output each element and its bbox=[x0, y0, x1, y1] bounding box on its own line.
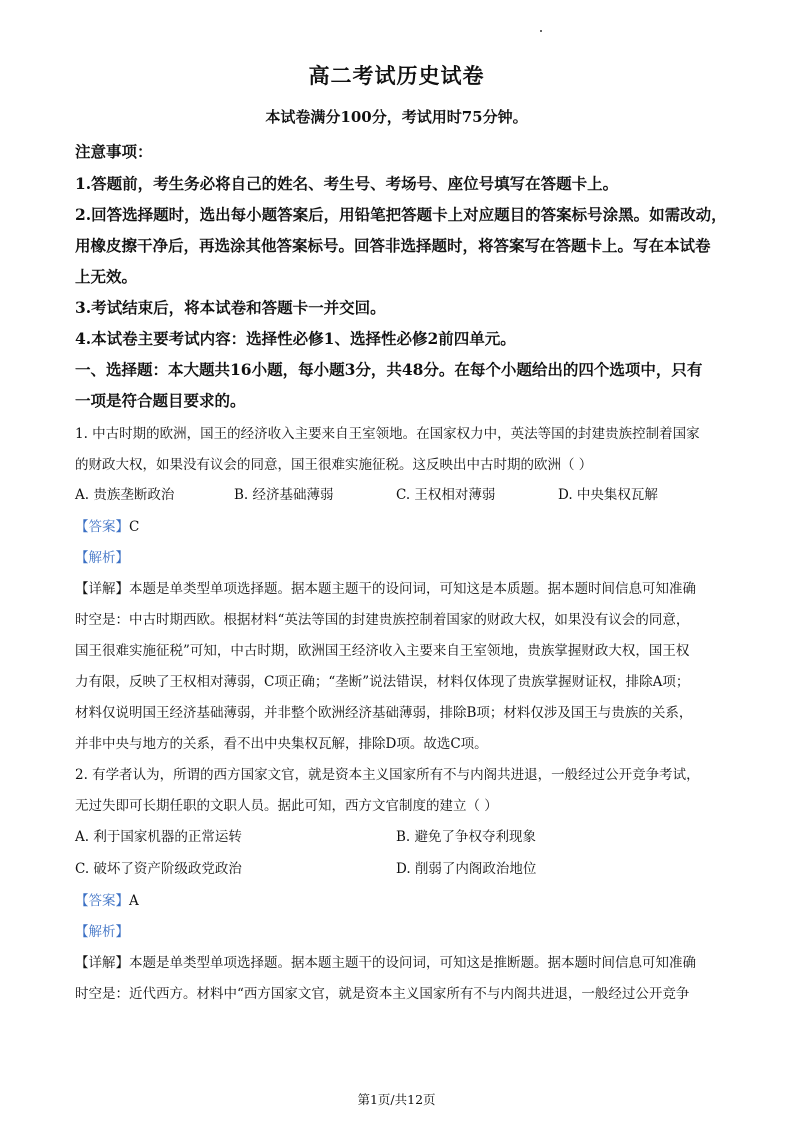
note-item-1: 1.答题前，考生务必将自己的姓名、考生号、考场号、座位号填写在答题卡上。 bbox=[75, 174, 619, 193]
q1-analysis-tag: 【解析】 bbox=[75, 550, 129, 566]
q2-stem-line-1: 2. 有学者认为，所谓的西方国家文官，就是资本主义国家所有不与内阁共进退，一般经过公开竞争考试， bbox=[75, 767, 700, 783]
q2-answer bbox=[75, 889, 745, 909]
q1-detail-line-2: 时空是：中古时期西欧。根据材料“英法等国的封建贵族控制着国家的财政大权，如果没有议会的同意， bbox=[75, 612, 690, 628]
notes-heading: 注意事项： bbox=[75, 142, 153, 161]
page-title: 高二考试历史试卷 bbox=[308, 64, 485, 88]
q1-detail-line-3: 国王很难实施征税”可知，中古时期，欧洲国王经济收入主要来自王室领地，贵族掌握财政大权，国王权 bbox=[75, 643, 690, 659]
note-item-3: 3.考试结束后，将本试卷和答题卡一并交回。 bbox=[75, 298, 386, 317]
q1-detail-line-5: 材料仅说明国王经济基础薄弱，并非整个欧洲经济基础薄弱，排除B项；材料仅涉及国王与贵族的关系， bbox=[75, 705, 693, 721]
exam-subtitle: 本试卷满分100分，考试用时75分钟。 bbox=[265, 108, 528, 126]
scan-dot bbox=[540, 30, 542, 32]
note-item-4: 4.本试卷主要考试内容：选择性必修1、选择性必修2前四单元。 bbox=[75, 329, 516, 348]
q2-answer-value: A bbox=[129, 893, 139, 909]
page-number: 第1页/共12页 bbox=[357, 1092, 436, 1107]
q1-detail-line-4: 力有限，反映了王权相对薄弱，C项正确；“垄断”说法错误，材料仅体现了贵族掌握财证权，排除A项； bbox=[75, 674, 690, 690]
q2-detail-text-1: 本题是单类型单项选择题。据本题主题干的设问词，可知这是推断题。据本题时间信息可知准确 bbox=[129, 955, 696, 971]
detail-tag: 【详解】 bbox=[75, 955, 129, 971]
q1-answer bbox=[75, 515, 745, 535]
q1-stem-line-1: 1. 中古时期的欧洲，国王的经济收入主要来自王室领地。在国家权力中，英法等国的封建贵族控制着国家 bbox=[75, 426, 700, 442]
q2-detail-line-1 bbox=[75, 951, 745, 971]
q1-detail-line-1 bbox=[75, 577, 745, 597]
q1-answer-value: C bbox=[129, 519, 140, 535]
q2-stem-line-2: 无过失即可长期任职的文职人员。据此可知，西方文官制度的建立（ ） bbox=[75, 798, 498, 814]
answer-tag: 【答案】 bbox=[75, 893, 129, 909]
section-heading-line-2: 一项是符合题目要求的。 bbox=[75, 391, 246, 410]
q1-option-c: C. 王权相对薄弱 bbox=[396, 487, 496, 503]
q1-detail-line-6: 并非中央与地方的关系，看不出中央集权瓦解，排除D项。故选C项。 bbox=[75, 736, 488, 752]
section-heading-line-1: 一、选择题：本大题共16小题，每小题3分，共48分。在每个小题给出的四个选项中，只有 bbox=[75, 360, 703, 379]
detail-tag: 【详解】 bbox=[75, 581, 129, 597]
note-item-2-line-3: 上无效。 bbox=[75, 267, 138, 286]
q2-option-a: A. 利于国家机器的正常运转 bbox=[75, 829, 242, 845]
q2-option-d: D. 削弱了内阁政治地位 bbox=[396, 861, 537, 877]
q2-option-c: C. 破坏了资产阶级政党政治 bbox=[75, 861, 242, 877]
answer-tag: 【答案】 bbox=[75, 519, 129, 535]
q2-analysis-tag: 【解析】 bbox=[75, 924, 129, 940]
q1-option-d: D. 中央集权瓦解 bbox=[558, 487, 658, 503]
q1-stem-line-2: 的财政大权，如果没有议会的同意，国王很难实施征税。这反映出中古时期的欧洲（ ） bbox=[75, 457, 593, 473]
q2-detail-line-2: 时空是：近代西方。材料中“西方国家文官，就是资本主义国家所有不与内阁共进退，一般经过公开竞争 bbox=[75, 986, 690, 1002]
note-item-2-line-2: 用橡皮擦干净后，再选涂其他答案标号。回答非选择题时，将答案写在答题卡上。写在本试卷 bbox=[75, 236, 711, 255]
note-item-2-line-1: 2.回答选择题时，选出每小题答案后，用铅笔把答题卡上对应题目的答案标号涂黑。如需改动， bbox=[75, 205, 727, 224]
q1-option-a: A. 贵族垄断政治 bbox=[75, 487, 175, 503]
q1-option-b: B. 经济基础薄弱 bbox=[234, 487, 334, 503]
q1-detail-text-1: 本题是单类型单项选择题。据本题主题干的设问词，可知这是本质题。据本题时间信息可知准确 bbox=[129, 581, 696, 597]
q2-option-b: B. 避免了争权夺利现象 bbox=[396, 829, 537, 845]
